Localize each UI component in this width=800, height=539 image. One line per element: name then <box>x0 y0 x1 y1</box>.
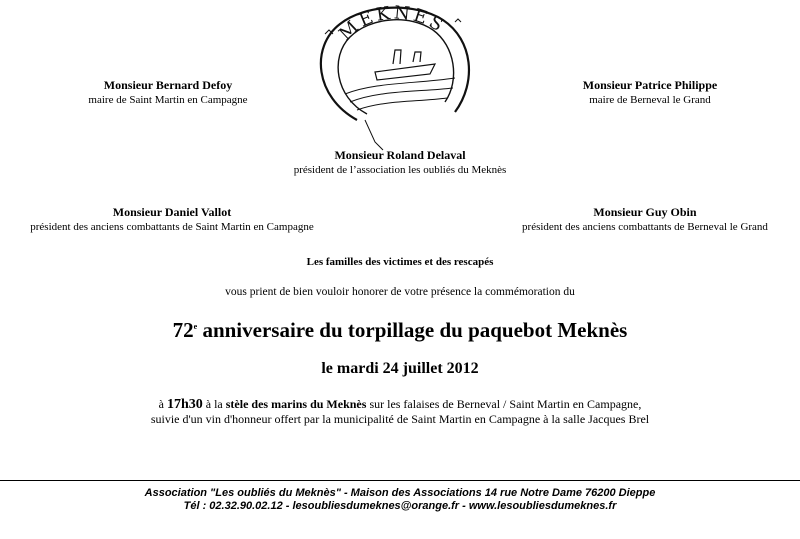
title-number: 72 <box>172 318 194 342</box>
signatory-name: Monsieur Patrice Philippe <box>582 78 718 92</box>
footer-contact: Tél : 02.32.90.02.12 - lesoubliesdumeknes@orange.fr - www.lesoubliesdumeknes.fr <box>183 500 617 512</box>
details-pre: à <box>158 397 167 411</box>
signatory-role: président de l’association les oubliés du Meknès <box>293 164 507 176</box>
signatory-obin <box>490 205 800 234</box>
details-mid: à la <box>202 397 226 411</box>
signatory-name: Monsieur Guy Obin <box>593 205 697 219</box>
signatory-delaval <box>230 148 570 177</box>
families-line: Les familles des victimes et des rescapés <box>306 256 494 268</box>
logo-text: MEKNES <box>335 2 450 45</box>
title-text: anniversaire du torpillage du paquebot Meknès <box>197 318 628 342</box>
footer-address: Association "Les oubliés du Meknès" - Maison des Associations 14 rue Notre Dame 76200 Dieppe <box>144 487 656 499</box>
signatory-role: président des anciens combattants de Berneval le Grand <box>522 221 768 233</box>
footer-divider <box>0 480 800 481</box>
event-time: 17h30 <box>166 397 203 412</box>
signatory-defoy <box>48 78 288 107</box>
event-details <box>0 397 800 427</box>
event-date: le mardi 24 juillet 2012 <box>321 360 479 377</box>
details-line2: suivie d'un vin d'honneur offert par la municipalité de Saint Martin en Campagne à la salle Jacques Brel <box>150 412 650 426</box>
title-superscript: e <box>193 322 198 331</box>
signatory-name: Monsieur Roland Delaval <box>334 148 466 162</box>
signatory-role: président des anciens combattants de Saint Martin en Campagne <box>30 221 314 233</box>
details-post: sur les falaises de Berneval / Saint Martin en Campagne, <box>366 397 642 411</box>
signatory-role: maire de Berneval le Grand <box>589 94 711 106</box>
event-place: stèle des marins du Meknès <box>225 397 367 411</box>
signatory-philippe <box>530 78 770 107</box>
meknes-logo <box>305 2 485 152</box>
event-title <box>0 318 800 343</box>
signatory-role: maire de Saint Martin en Campagne <box>88 94 248 106</box>
signatory-name: Monsieur Daniel Vallot <box>112 205 232 219</box>
signatory-vallot <box>2 205 342 234</box>
signatory-name: Monsieur Bernard Defoy <box>103 78 233 92</box>
invitation-line: vous prient de bien vouloir honorer de votre présence la commémoration du <box>225 286 575 298</box>
